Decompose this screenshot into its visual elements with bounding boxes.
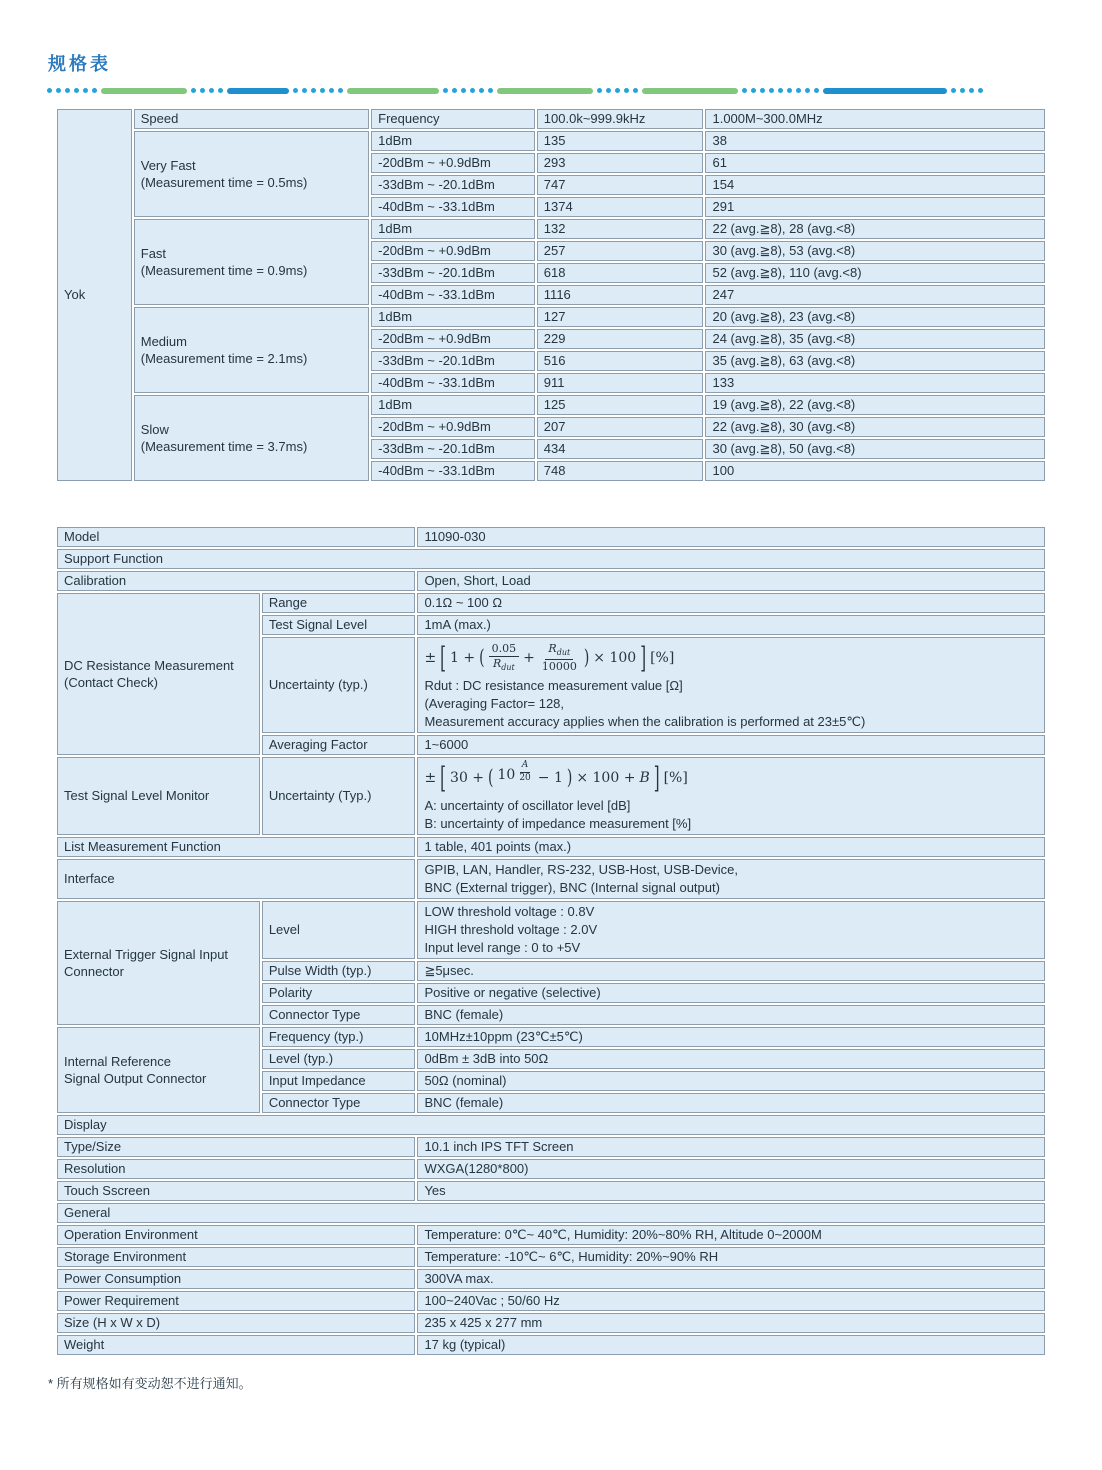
speed-group-name: Very Fast [140, 158, 196, 173]
footnote: * 所有规格如有变动恕不进行通知。 [48, 1376, 252, 1391]
speed-data-row [57, 131, 1045, 151]
interface-row [57, 859, 1045, 899]
spec-row-value-cell: Temperature: -10℃~ 6℃, Humidity: 20%~90% RH [417, 1247, 1045, 1267]
ext-trigger-connector-label-cell: Connector Type [262, 1005, 416, 1025]
dc-signal-label-cell: Test Signal Level [262, 615, 416, 635]
speed-level-cell: -40dBm ~ -33.1dBm [371, 461, 535, 481]
spec-row-value-cell: 10.1 inch IPS TFT Screen [417, 1137, 1045, 1157]
model-value-cell: 11090-030 [417, 527, 1045, 547]
separator-dot [778, 88, 783, 93]
spec-row-label-cell: Operation Environment [57, 1225, 415, 1245]
spec-row [57, 1335, 1045, 1355]
int-ref-label-line1: Internal Reference [64, 1054, 171, 1069]
speed-band1-cell: 293 [537, 153, 704, 173]
speed-group-name: Slow [140, 422, 169, 437]
ext-trigger-label-cell [57, 901, 260, 1025]
speed-band1-cell: 132 [537, 219, 704, 239]
list-measurement-row [57, 837, 1045, 857]
int-ref-frequency-value-cell: 10MHz±10ppm (23℃±5℃) [417, 1027, 1045, 1047]
separator-dot [597, 88, 602, 93]
dc-range-label-cell: Range [262, 593, 416, 613]
separator-dot [311, 88, 316, 93]
int-ref-impedance-value-cell: 50Ω (nominal) [417, 1071, 1045, 1091]
speed-level-cell: -20dBm ~ +0.9dBm [371, 153, 535, 173]
separator-dot [65, 88, 70, 93]
separator-dot [488, 88, 493, 93]
separator-dot [978, 88, 983, 93]
int-ref-level-value-cell: 0dBm ± 3dB into 50Ω [417, 1049, 1045, 1069]
separator-dot [633, 88, 638, 93]
speed-data-row [57, 395, 1045, 415]
separator-dot [769, 88, 774, 93]
separator-dot [320, 88, 325, 93]
general-header-cell: General [57, 1203, 1045, 1223]
monitor-uncertainty-label-cell: Uncertainty (Typ.) [262, 757, 416, 835]
ext-trigger-level-label-cell: Level [262, 901, 416, 959]
speed-band2-cell: 247 [705, 285, 1045, 305]
speed-band2-cell: 133 [705, 373, 1045, 393]
speed-group-time: (Measurement time = 3.7ms) [140, 439, 308, 454]
interface-label-cell: Interface [57, 859, 415, 899]
separator-dot [56, 88, 61, 93]
interface-value-line: GPIB, LAN, Handler, RS-232, USB-Host, USB-Device, [424, 862, 738, 877]
display-header-cell: Display [57, 1115, 1045, 1135]
spec-row-label-cell: Storage Environment [57, 1247, 415, 1267]
spec-row-label-cell: Size (H x W x D) [57, 1313, 415, 1333]
speed-level-cell: -40dBm ~ -33.1dBm [371, 373, 535, 393]
ext-trigger-level-value-cell [417, 901, 1045, 959]
dc-range-value-cell: 0.1Ω ~ 100 Ω [417, 593, 1045, 613]
separator-bar [497, 88, 593, 94]
monitor-value-cell [417, 757, 1045, 835]
separator-dot [83, 88, 88, 93]
separator-dot [329, 88, 334, 93]
speed-table [55, 107, 1047, 483]
int-ref-label-line2: Signal Output Connector [64, 1071, 207, 1086]
display-section-row [57, 1115, 1045, 1135]
spec-row-value-cell: 17 kg (typical) [417, 1335, 1045, 1355]
spec-row-label-cell: Weight [57, 1335, 415, 1355]
support-function-header-cell: Support Function [57, 549, 1045, 569]
list-measurement-label-cell: List Measurement Function [57, 837, 415, 857]
separator-dot [92, 88, 97, 93]
separator-dot [787, 88, 792, 93]
speed-group-time: (Measurement time = 0.5ms) [140, 175, 308, 190]
dc-averaging-value-cell: 1~6000 [417, 735, 1045, 755]
separator-dot [479, 88, 484, 93]
speed-group-time: (Measurement time = 2.1ms) [140, 351, 308, 366]
separator-dot [760, 88, 765, 93]
speed-level-cell: -20dBm ~ +0.9dBm [371, 329, 535, 349]
spec-row-value-cell: 235 x 425 x 277 mm [417, 1313, 1045, 1333]
separator-bar [642, 88, 738, 94]
separator-bar [347, 88, 439, 94]
speed-level-cell: -20dBm ~ +0.9dBm [371, 417, 535, 437]
separator-dot [452, 88, 457, 93]
speed-level-cell: -33dBm ~ -20.1dBm [371, 439, 535, 459]
spec-row-value-cell: 100~240Vac ; 50/60 Hz [417, 1291, 1045, 1311]
list-measurement-value-cell: 1 table, 401 points (max.) [417, 837, 1045, 857]
speed-header-speed: Speed [134, 109, 369, 129]
separator-dot [47, 88, 52, 93]
spec-row-value-cell: Temperature: 0℃~ 40℃, Humidity: 20%~80% RH, Altitude 0~2000M [417, 1225, 1045, 1245]
int-ref-level-label-cell: Level (typ.) [262, 1049, 416, 1069]
separator-dot [293, 88, 298, 93]
speed-group-cell [134, 307, 369, 393]
int-ref-label-cell [57, 1027, 260, 1113]
separator-dot [443, 88, 448, 93]
dc-resistance-label-cell [57, 593, 260, 755]
separator-dot [796, 88, 801, 93]
speed-band2-cell: 30 (avg.≧8), 50 (avg.<8) [705, 439, 1045, 459]
speed-band1-cell: 747 [537, 175, 704, 195]
speed-band1-cell: 257 [537, 241, 704, 261]
dc-uncertainty-formula: ± [ 1 + ( $\frac{0.05}{R_{dut}}$ + $\frac{R_{dut}}{10000}$ ) × 100 ] [%] [424, 640, 675, 676]
speed-band1-cell: 618 [537, 263, 704, 283]
speed-group-cell [134, 131, 369, 217]
spec-row-label-cell: Type/Size [57, 1137, 415, 1157]
speed-band2-cell: 35 (avg.≧8), 63 (avg.<8) [705, 351, 1045, 371]
speed-level-cell: -20dBm ~ +0.9dBm [371, 241, 535, 261]
dc-uncertainty-label-cell: Uncertainty (typ.) [262, 637, 416, 733]
monitor-formula: ± [ 30 + ( 10 $\frac{A}{20}$ − 1 ) × 100 + B ] [%] [424, 759, 688, 796]
separator-dot [191, 88, 196, 93]
spec-row [57, 1269, 1045, 1289]
speed-band2-cell: 38 [705, 131, 1045, 151]
speed-level-cell: -33dBm ~ -20.1dBm [371, 263, 535, 283]
spec-row-label-cell: Touch Sscreen [57, 1181, 415, 1201]
dc-range-row [57, 593, 1045, 613]
dc-formula-note: (Averaging Factor= 128, [424, 696, 565, 711]
speed-group-time: (Measurement time = 0.9ms) [140, 263, 308, 278]
speed-band2-cell: 22 (avg.≧8), 28 (avg.<8) [705, 219, 1045, 239]
separator-dot [209, 88, 214, 93]
dc-averaging-label-cell: Averaging Factor [262, 735, 416, 755]
dc-resistance-label-line1: DC Resistance Measurement [64, 658, 234, 673]
int-ref-connector-label-cell: Connector Type [262, 1093, 416, 1113]
speed-band2-cell: 24 (avg.≧8), 35 (avg.<8) [705, 329, 1045, 349]
dc-resistance-label-line2: (Contact Check) [64, 675, 158, 690]
dc-uncertainty-value-cell [417, 637, 1045, 733]
speed-header-band1: 100.0k~999.9kHz [537, 109, 704, 129]
calibration-label-cell: Calibration [57, 571, 415, 591]
dc-signal-value-cell: 1mA (max.) [417, 615, 1045, 635]
ext-trigger-level-line: LOW threshold voltage : 0.8V [424, 904, 595, 919]
speed-band2-cell: 19 (avg.≧8), 22 (avg.<8) [705, 395, 1045, 415]
spec-row [57, 1181, 1045, 1201]
speed-band2-cell: 52 (avg.≧8), 110 (avg.<8) [705, 263, 1045, 283]
separator-dot [470, 88, 475, 93]
spec-row-value-cell: WXGA(1280*800) [417, 1159, 1045, 1179]
spec-row-value-cell: Yes [417, 1181, 1045, 1201]
int-ref-frequency-label-cell: Frequency (typ.) [262, 1027, 416, 1047]
ext-trigger-polarity-value-cell: Positive or negative (selective) [417, 983, 1045, 1003]
separator-dot [218, 88, 223, 93]
speed-band2-cell: 30 (avg.≧8), 53 (avg.<8) [705, 241, 1045, 261]
speed-band1-cell: 1116 [537, 285, 704, 305]
speed-header-band2: 1.000M~300.0MHz [705, 109, 1045, 129]
ext-trigger-level-row [57, 901, 1045, 959]
speed-band2-cell: 100 [705, 461, 1045, 481]
ext-trigger-label-line1: External Trigger Signal Input [64, 947, 229, 962]
separator-dot [74, 88, 79, 93]
speed-level-cell: 1dBm [371, 219, 535, 239]
separator-dot [624, 88, 629, 93]
spec-row [57, 1159, 1045, 1179]
separator-dot [951, 88, 956, 93]
speed-band1-cell: 748 [537, 461, 704, 481]
speed-group-name: Medium [140, 334, 187, 349]
model-label-cell: Model [57, 527, 415, 547]
speed-band1-cell: 434 [537, 439, 704, 459]
monitor-row [57, 757, 1045, 835]
spec-row [57, 1137, 1045, 1157]
speed-band1-cell: 911 [537, 373, 704, 393]
speed-header-frequency: Frequency [371, 109, 535, 129]
speed-level-cell: 1dBm [371, 131, 535, 151]
separator-dot [615, 88, 620, 93]
speed-band1-cell: 135 [537, 131, 704, 151]
model-row [57, 527, 1045, 547]
speed-band2-cell: 291 [705, 197, 1045, 217]
separator-dot [751, 88, 756, 93]
separator-dot [814, 88, 819, 93]
separator-bar [101, 88, 187, 94]
calibration-value-cell: Open, Short, Load [417, 571, 1045, 591]
speed-group-cell [134, 395, 369, 481]
monitor-label-cell: Test Signal Level Monitor [57, 757, 260, 835]
spec-row-value-cell: 300VA max. [417, 1269, 1045, 1289]
separator-bar [227, 88, 289, 94]
separator-dot [302, 88, 307, 93]
separator-dot [805, 88, 810, 93]
separator-dot [969, 88, 974, 93]
general-section-row [57, 1203, 1045, 1223]
separator-dot [461, 88, 466, 93]
ext-trigger-label-line2: Connector [64, 964, 124, 979]
dc-formula-note: Rdut : DC resistance measurement value [Ω] [424, 678, 683, 693]
interface-value-line: BNC (External trigger), BNC (Internal signal output) [424, 880, 720, 895]
decorative-separator [47, 87, 1093, 94]
separator-dot [200, 88, 205, 93]
speed-group-name: Fast [140, 246, 167, 261]
speed-level-cell: -33dBm ~ -20.1dBm [371, 175, 535, 195]
ext-trigger-level-line: HIGH threshold voltage : 2.0V [424, 922, 598, 937]
speed-band1-cell: 127 [537, 307, 704, 327]
speed-header-row [57, 109, 1045, 129]
spec-row-label-cell: Resolution [57, 1159, 415, 1179]
ext-trigger-polarity-label-cell: Polarity [262, 983, 416, 1003]
monitor-formula-note: A: uncertainty of oscillator level [dB] [424, 798, 631, 813]
speed-band1-cell: 1374 [537, 197, 704, 217]
ext-trigger-connector-value-cell: BNC (female) [417, 1005, 1045, 1025]
calibration-row [57, 571, 1045, 591]
spec-row-label-cell: Power Requirement [57, 1291, 415, 1311]
int-ref-frequency-row [57, 1027, 1045, 1047]
spec-row [57, 1225, 1045, 1245]
int-ref-connector-value-cell: BNC (female) [417, 1093, 1045, 1113]
speed-data-row [57, 307, 1045, 327]
dc-formula-note: Measurement accuracy applies when the calibration is performed at 23±5℃) [424, 714, 866, 729]
spec-row-label-cell: Power Consumption [57, 1269, 415, 1289]
speed-group-cell [134, 219, 369, 305]
speed-level-cell: -40dBm ~ -33.1dBm [371, 197, 535, 217]
speed-band1-cell: 207 [537, 417, 704, 437]
spec-row [57, 1291, 1045, 1311]
speed-level-cell: -40dBm ~ -33.1dBm [371, 285, 535, 305]
separator-dot [960, 88, 965, 93]
speed-band1-cell: 516 [537, 351, 704, 371]
spec-table [55, 525, 1047, 1357]
support-function-row [57, 549, 1045, 569]
int-ref-impedance-label-cell: Input Impedance [262, 1071, 416, 1091]
speed-band2-cell: 22 (avg.≧8), 30 (avg.<8) [705, 417, 1045, 437]
speed-band2-cell: 61 [705, 153, 1045, 173]
speed-level-cell: 1dBm [371, 395, 535, 415]
interface-value-cell [417, 859, 1045, 899]
spec-row [57, 1313, 1045, 1333]
speed-band2-cell: 20 (avg.≧8), 23 (avg.<8) [705, 307, 1045, 327]
speed-band2-cell: 154 [705, 175, 1045, 195]
page-title: 规格表 [48, 54, 111, 74]
speed-level-cell: 1dBm [371, 307, 535, 327]
speed-side-label-cell: Yok [57, 109, 132, 481]
ext-trigger-level-line: Input level range : 0 to +5V [424, 940, 581, 955]
separator-bar [823, 88, 947, 94]
speed-band1-cell: 229 [537, 329, 704, 349]
spec-row [57, 1247, 1045, 1267]
speed-data-row [57, 219, 1045, 239]
speed-band1-cell: 125 [537, 395, 704, 415]
ext-trigger-pulse-label-cell: Pulse Width (typ.) [262, 961, 416, 981]
separator-dot [742, 88, 747, 93]
separator-dot [606, 88, 611, 93]
speed-level-cell: -33dBm ~ -20.1dBm [371, 351, 535, 371]
separator-dot [338, 88, 343, 93]
ext-trigger-pulse-value-cell: ≧5μsec. [417, 961, 1045, 981]
monitor-formula-note: B: uncertainty of impedance measurement [%] [424, 816, 692, 831]
